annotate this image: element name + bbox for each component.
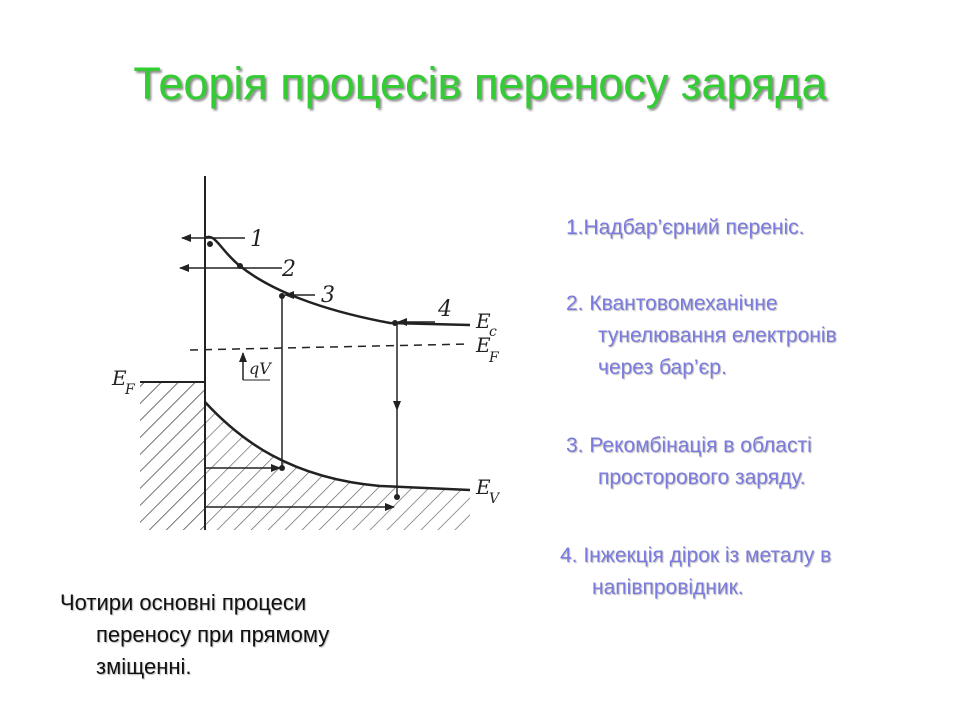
label-ef-right: E [476,333,491,357]
label-process-4: 4 [438,297,452,322]
metal-region [140,382,205,530]
label-ev: E [476,475,491,499]
process-item-3 [566,430,812,494]
caption-line1: Чотири основні процеси [60,590,307,615]
label-process-3: 3 [321,283,335,308]
slide-title: Теорія процесів переносу заряда [133,58,827,109]
process-item-2-line2: тунелювання електронів [598,324,837,347]
caption-line3: зміщенні. [96,654,192,679]
diagram-caption [60,587,329,683]
process-4-dot-bottom [394,494,400,500]
label-ef-left-sub: F [125,382,135,398]
process-item-2 [566,288,837,384]
valence-hatch-region [205,402,470,530]
label-ec: E [476,309,491,333]
process-item-2-line1: 2. Квантовомеханічне [566,292,778,315]
process-item-4-line2: напівпровідник. [592,576,744,599]
process-2-dot [237,263,243,269]
label-ef-right-sub: F [489,350,499,366]
label-qv: qV [249,359,271,378]
process-item-1 [566,212,804,244]
process-item-4 [560,540,831,604]
process-item-3-line2: просторового заряду. [598,466,806,489]
process-item-1-text: 1.Надбар’єрний переніс. [566,216,805,239]
process-item-4-line1: 4. Інжекція дірок із металу в [560,544,832,567]
process-1-dot [207,241,213,247]
label-process-2: 2 [282,257,296,282]
caption-line2: переносу при прямому [96,622,330,647]
semiconductor-fermi-line [190,344,470,350]
label-ev-sub: V [489,491,500,507]
conduction-band-curve [205,237,470,325]
band-diagram [100,168,500,548]
label-ef-left: E [112,366,127,390]
label-process-1: 1 [250,227,264,252]
process-item-3-line1: 3. Рекомбінація в області [566,434,812,457]
label-ec-sub: c [489,324,497,340]
process-item-2-line3: через бар’єр. [598,356,727,379]
